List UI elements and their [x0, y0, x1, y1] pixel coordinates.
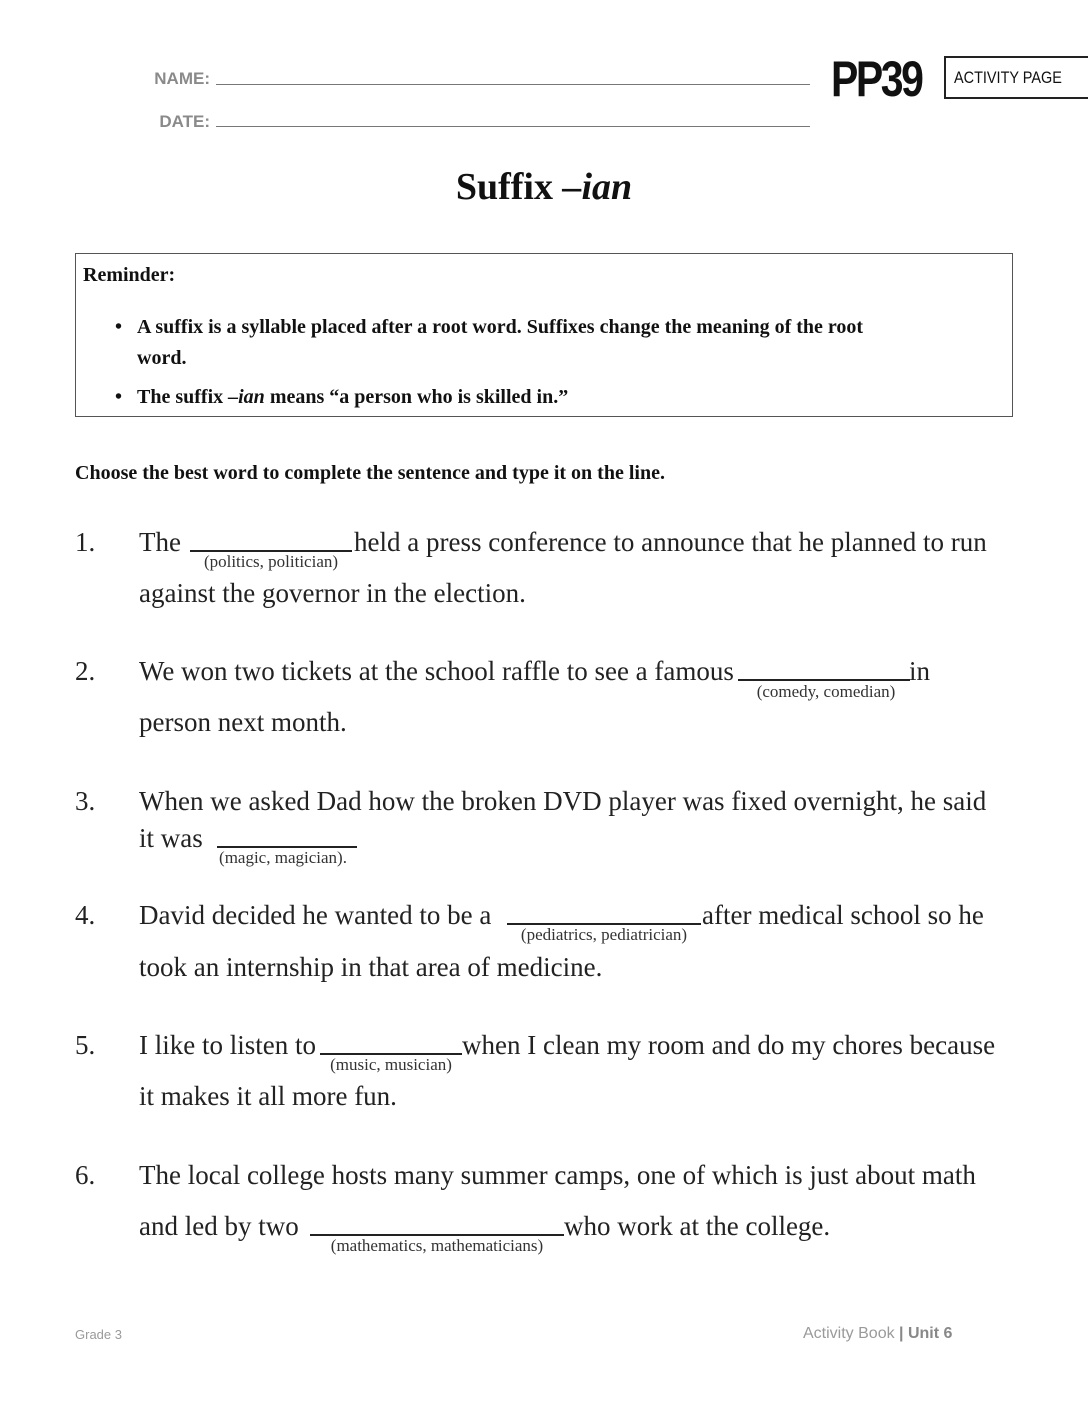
bullet-icon: •	[115, 316, 123, 338]
bullet-icon: •	[115, 386, 123, 408]
question-text: against the governor in the election.	[139, 578, 526, 608]
bullet-2-suffix: –ian	[228, 386, 265, 408]
question-number: 6.	[75, 1160, 96, 1190]
question-text: it was	[139, 823, 203, 853]
name-label: NAME:	[154, 69, 210, 88]
question-number: 4.	[75, 900, 96, 930]
question-text: David decided he wanted to be a	[139, 900, 492, 930]
question-text: When we asked Dad how the broken DVD player was fixed overnight, he said	[139, 786, 987, 816]
question-number: 1.	[75, 527, 96, 557]
question-text: after medical school so he	[702, 900, 984, 930]
activity-page-badge	[944, 56, 1088, 99]
question-text: The local college hosts many summer camps, one of which is just about math	[139, 1160, 976, 1190]
footer-book-title: Activity Book	[803, 1325, 895, 1342]
question-number: 3.	[75, 786, 96, 816]
question-text: held a press conference to announce that he planned to run	[354, 527, 987, 557]
page-title	[0, 165, 1088, 209]
reminder-box	[75, 253, 1013, 417]
footer-grade: Grade 3	[75, 1327, 122, 1342]
word-choices: (music, musician)	[330, 1055, 452, 1074]
answer-blank[interactable]	[738, 679, 910, 681]
bullet-1-line-2: word.	[137, 347, 187, 369]
bullet-2-post: means “a person who is skilled in.”	[264, 386, 569, 408]
date-label: DATE:	[159, 112, 210, 131]
question-text: who work at the college.	[564, 1211, 831, 1241]
footer-separator: |	[894, 1325, 908, 1342]
footer-book	[803, 1325, 952, 1343]
reminder-heading: Reminder:	[83, 264, 176, 286]
page-code: PP39	[831, 51, 922, 107]
question-text: person next month.	[139, 707, 347, 737]
question-text: when I clean my room and do my chores because	[462, 1030, 996, 1060]
footer-unit: Unit 6	[907, 1325, 953, 1342]
title-main: Suffix	[455, 166, 563, 208]
question-text: and led by two	[139, 1211, 299, 1241]
word-choices: (mathematics, mathematicians)	[330, 1236, 544, 1255]
reminder-bullet-2	[115, 382, 997, 413]
instructions: Choose the best word to complete the sentence and type it on the line.	[75, 462, 665, 484]
question-text: The	[139, 527, 181, 557]
question-text: took an internship in that area of medicine.	[139, 952, 603, 982]
title-suffix: –ian	[562, 166, 633, 208]
bullet-2-pre: The suffix	[137, 386, 229, 408]
word-choices: (pediatrics, pediatrician)	[520, 925, 688, 944]
name-field-line[interactable]	[216, 84, 810, 85]
bullet-1-line-1: A suffix is a syllable placed after a root word. Suffixes change the meaning of the root	[137, 316, 864, 338]
word-choices: (magic, magician).	[219, 848, 347, 867]
question-text: in	[909, 656, 931, 686]
reminder-bullet-1	[115, 312, 997, 374]
question-text: We won two tickets at the school raffle to see a famous	[139, 656, 734, 686]
question-text: it makes it all more fun.	[139, 1081, 397, 1111]
word-choices: (comedy, comedian)	[756, 682, 896, 701]
question-number: 5.	[75, 1030, 96, 1060]
word-choices: (politics, politician)	[203, 552, 339, 571]
question-number: 2.	[75, 656, 96, 686]
question-text: I like to listen to	[139, 1030, 316, 1060]
date-field-line[interactable]	[216, 126, 810, 127]
activity-page-label: ACTIVITY PAGE	[954, 67, 1062, 87]
